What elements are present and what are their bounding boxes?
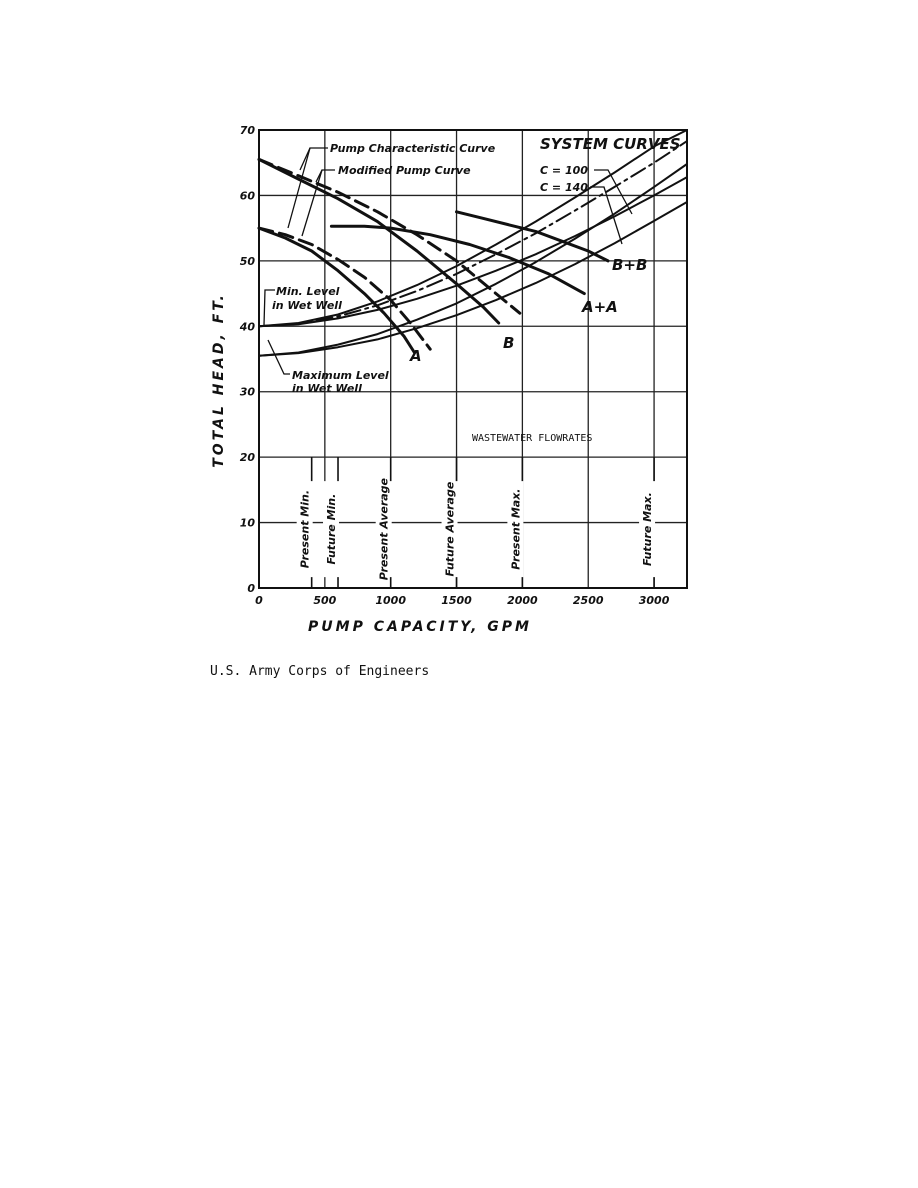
flowrates-title: WASTEWATER FLOWRATES: [472, 433, 593, 444]
annotation-labels: [272, 135, 681, 444]
min-level-label-1: Min. Level: [276, 285, 340, 298]
series-label: B+B: [612, 256, 648, 274]
flowrate-label: Future Average: [443, 481, 457, 577]
x-tick-labels: [255, 594, 670, 607]
c100-label: C = 100: [540, 164, 588, 177]
c100-leader: [594, 170, 632, 214]
y-tick-label: 0: [247, 582, 255, 595]
system-curves-label: SYSTEM CURVES: [540, 135, 681, 153]
x-tick-label: 2000: [507, 594, 538, 607]
max-level-leader: [268, 340, 290, 374]
pump-curve-label: Pump Characteristic Curve: [330, 142, 496, 155]
series-label: B: [503, 334, 515, 352]
x-tick-label: 2500: [572, 594, 604, 607]
flowrate-label: Future Max.: [641, 492, 655, 566]
series-label: A: [410, 347, 422, 365]
y-tick-labels: [239, 124, 256, 595]
x-tick-label: 0: [255, 594, 263, 607]
x-tick-label: 1000: [375, 594, 407, 607]
min-level-label-2: in Wet Well: [272, 299, 342, 312]
x-tick-label: 1500: [441, 594, 472, 607]
source-credit: U.S. Army Corps of Engineers: [210, 664, 430, 679]
flowrate-label: Present Average: [377, 477, 391, 581]
x-axis-title: PUMP CAPACITY, GPM: [308, 619, 532, 635]
flowrate-label: Future Min.: [325, 493, 339, 565]
chart-series: [259, 130, 687, 365]
y-axis-title: TOTAL HEAD, FT.: [211, 292, 227, 468]
flowrate-label: Present Max.: [509, 488, 523, 570]
y-tick-label: 30: [239, 385, 255, 399]
y-tick-label: 20: [239, 451, 255, 465]
y-tick-label: 70: [239, 124, 255, 137]
series-label: A+A: [582, 298, 618, 316]
y-tick-label: 40: [239, 320, 255, 334]
modified-curve-label: Modified Pump Curve: [338, 164, 471, 177]
max-level-label-1: Maximum Level: [292, 369, 389, 382]
y-tick-label: 50: [239, 254, 255, 268]
x-tick-label: 500: [313, 594, 337, 607]
max-level-label-2: in Wet Well: [292, 382, 362, 395]
flowrate-label: Present Min.: [298, 489, 312, 569]
y-tick-label: 60: [239, 189, 255, 203]
c140-label: C = 140: [540, 181, 588, 194]
x-tick-label: 3000: [638, 594, 670, 607]
y-tick-label: 10: [239, 516, 255, 530]
